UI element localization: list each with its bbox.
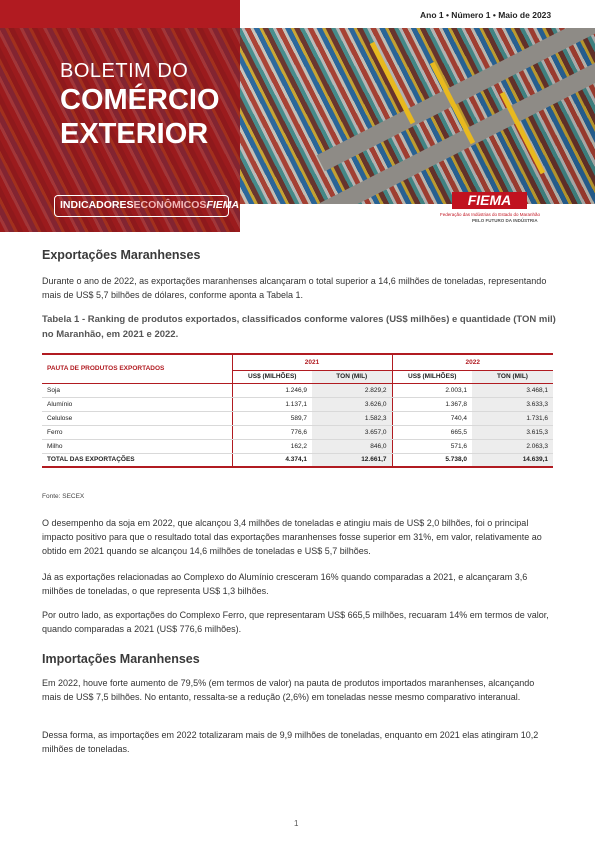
bulletin-title-line1: BOLETIM DO (60, 60, 189, 82)
table-row (42, 425, 553, 439)
cell-usd-2022: 2.003,1 (392, 383, 472, 397)
fiema-logo-tagline: PELO FUTURO DA INDÚSTRIA (472, 218, 538, 223)
issue-info: Ano 1 • Número 1 • Maio de 2023 (420, 10, 552, 20)
cell-product: Alumínio (42, 397, 232, 411)
table-total-row (42, 453, 553, 467)
cell-ton-2022: 1.731,6 (472, 411, 553, 425)
bulletin-title-line2: COMÉRCIO (60, 84, 220, 116)
table-caption: Tabela 1 - Ranking de produtos exportados, classificados conforme valores (US$ milhões) e quantidade (TON mil) no Maranhão, em 2021 e 2022. (42, 314, 556, 340)
cell-usd-2021: 776,6 (232, 425, 312, 439)
cell-usd-2022: 740,4 (392, 411, 472, 425)
exports-heading: Exportações Maranhenses (42, 248, 201, 262)
port-containers-photo (240, 28, 595, 204)
cell-usd-2022: 571,6 (392, 439, 472, 453)
badge-part3: FIEMA (206, 199, 240, 211)
col-header-2022: 2022 (392, 354, 553, 370)
bulletin-title-line3: EXTERIOR (60, 118, 209, 150)
cell-ton-2021: 3.626,0 (312, 397, 392, 411)
exports-table (42, 353, 553, 468)
cell-usd-2022: 665,5 (392, 425, 472, 439)
col-header-2021: 2021 (232, 354, 392, 370)
cell-total-ton-2021: 12.661,7 (312, 453, 392, 467)
imports-paragraph-2: Dessa forma, as importações em 2022 totalizaram mais de 9,9 milhões de toneladas, enquanto em 2021 elas atingiram 10,2 milhões de toneladas. (42, 730, 539, 754)
table-source: Fonte: SECEX (42, 493, 85, 500)
imports-heading: Importações Maranhenses (42, 652, 200, 666)
cell-total-ton-2022: 14.639,1 (472, 453, 553, 467)
exports-paragraph-1: O desempenho da soja em 2022, que alcançou 3,4 milhões de toneladas e atingiu mais de US$ 2,0 bilhões, foi o principal impacto positivo para que o resultado total das exportações maranhenses fosse superior em 31%, em valor, relativamente ao obtido em 2021 quando se alcançou 14,6 milhões de toneladas e US$ 5,7 bilhões. (42, 518, 542, 556)
cell-usd-2021: 1.137,1 (232, 397, 312, 411)
exports-paragraph-2: Já as exportações relacionadas ao Complexo do Alumínio cresceram 16% quando comparadas a 2021, e alcançaram 3,6 milhões de toneladas, o que representa US$ 1,3 bilhões. (42, 572, 528, 596)
cell-ton-2021: 1.582,3 (312, 411, 392, 425)
cell-ton-2022: 2.063,3 (472, 439, 553, 453)
cell-ton-2022: 3.615,3 (472, 425, 553, 439)
cell-usd-2021: 1.246,9 (232, 383, 312, 397)
exports-intro: Durante o ano de 2022, as exportações maranhenses alcançaram o total superior a 14,6 milhões de toneladas, representando mais de US$ 5,7 bilhões de dólares, conforme aponta a Tabela 1. (42, 276, 547, 300)
badge-part2: ECONÔMICOS (133, 199, 207, 211)
cell-usd-2021: 589,7 (232, 411, 312, 425)
cell-total-usd-2021: 4.374,1 (232, 453, 312, 467)
cell-ton-2022: 3.633,3 (472, 397, 553, 411)
cell-product: Ferro (42, 425, 232, 439)
col-header-usd-2022: US$ (MILHÕES) (392, 370, 472, 383)
cell-product: Celulose (42, 411, 232, 425)
cell-ton-2021: 846,0 (312, 439, 392, 453)
fiema-logo-subtitle: Federação das Indústrias do Estado do Maranhão (440, 212, 541, 217)
cell-total-usd-2022: 5.738,0 (392, 453, 472, 467)
cell-ton-2022: 3.468,1 (472, 383, 553, 397)
cell-total-label: TOTAL DAS EXPORTAÇÕES (42, 453, 232, 467)
table-row (42, 383, 553, 397)
col-header-ton-2022: TON (MIL) (472, 370, 553, 383)
col-header-ton-2021: TON (MIL) (312, 370, 392, 383)
cell-product: Soja (42, 383, 232, 397)
cell-ton-2021: 2.829,2 (312, 383, 392, 397)
cell-usd-2022: 1.367,8 (392, 397, 472, 411)
col-header-pauta: PAUTA DE PRODUTOS EXPORTADOS (42, 354, 232, 383)
badge-part1: INDICADORES (60, 199, 134, 211)
fiema-logo (440, 192, 555, 232)
fiema-logo-name: FIEMA (452, 192, 527, 209)
imports-paragraph-1: Em 2022, houve forte aumento de 79,5% (em termos de valor) na pauta de produtos importados maranhenses, alcançando mais de US$ 7,5 bilhões. No entanto, ressalta-se a redução (2,6%) em toneladas nesse mesmo comparativo interanual. (42, 678, 535, 702)
page-number: 1 (294, 819, 299, 828)
exports-paragraph-3: Por outro lado, as exportações do Complexo Ferro, que representaram US$ 665,5 milhões, recuaram 14% em termos de valor, quando comparadas a 2021 (US$ 776,6 milhões). (42, 610, 549, 634)
cell-ton-2021: 3.657,0 (312, 425, 392, 439)
cell-usd-2021: 162,2 (232, 439, 312, 453)
cell-product: Milho (42, 439, 232, 453)
table-row (42, 411, 553, 425)
indicadores-badge (54, 195, 240, 217)
title-panel (0, 0, 240, 232)
header (0, 0, 595, 232)
table-row (42, 397, 553, 411)
table-row (42, 439, 553, 453)
col-header-usd-2021: US$ (MILHÕES) (232, 370, 312, 383)
